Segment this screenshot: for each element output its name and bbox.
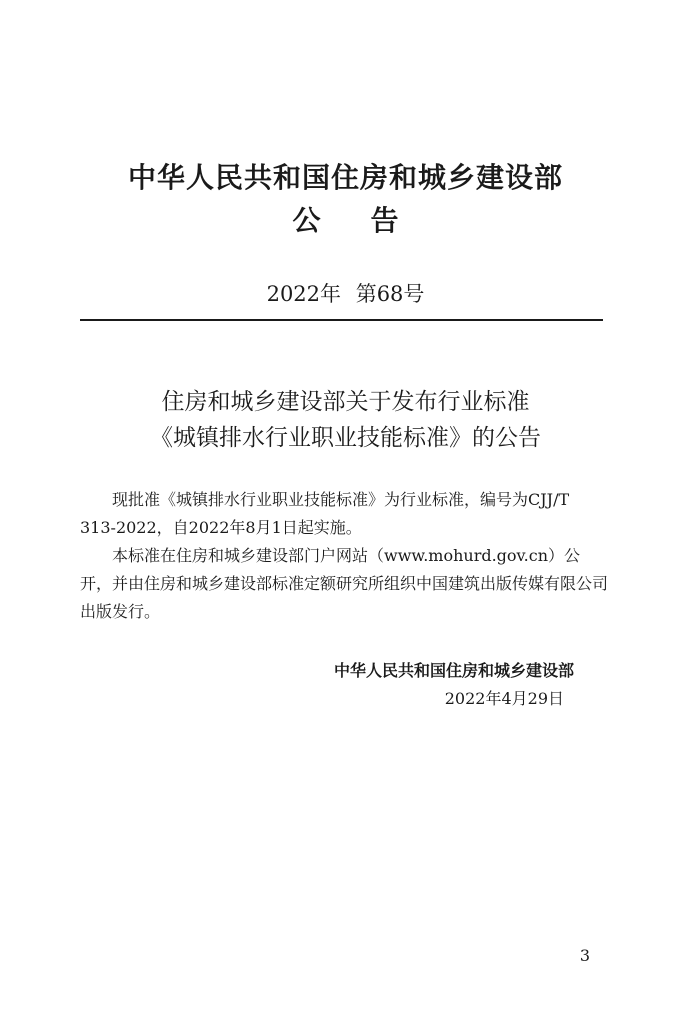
- issuer-title: 中华人民共和国住房和城乡建设部: [127, 161, 563, 194]
- issue-number: 2022年 第68号: [266, 282, 425, 306]
- notice-title: 公告: [292, 204, 449, 237]
- body-paragraph-approval: 现批准《城镇排水行业职业技能标准》为行业标准，编号为CJJ/T 313-2022，自2022年8月1日起实施。: [80, 490, 570, 537]
- notice-body: [80, 486, 610, 626]
- header-divider: [80, 319, 603, 321]
- signature-date: 2022年4月29日: [444, 689, 564, 708]
- subject-line-1: 住房和城乡建设部关于发布行业标准: [161, 389, 530, 415]
- body-paragraph-publication: 本标准在住房和城乡建设部门户网站（www.mohurd.gov.cn）公开，并由住房和城乡建设部标准定额研究所组织中国建筑出版传媒有限公司出版发行。: [80, 546, 609, 621]
- page-number: 3: [579, 946, 590, 965]
- notice-subject: [0, 384, 691, 456]
- signature-block: [0, 657, 574, 713]
- signature-organization: 中华人民共和国住房和城乡建设部: [333, 661, 574, 680]
- subject-line-2: 《城镇排水行业职业技能标准》的公告: [150, 425, 541, 451]
